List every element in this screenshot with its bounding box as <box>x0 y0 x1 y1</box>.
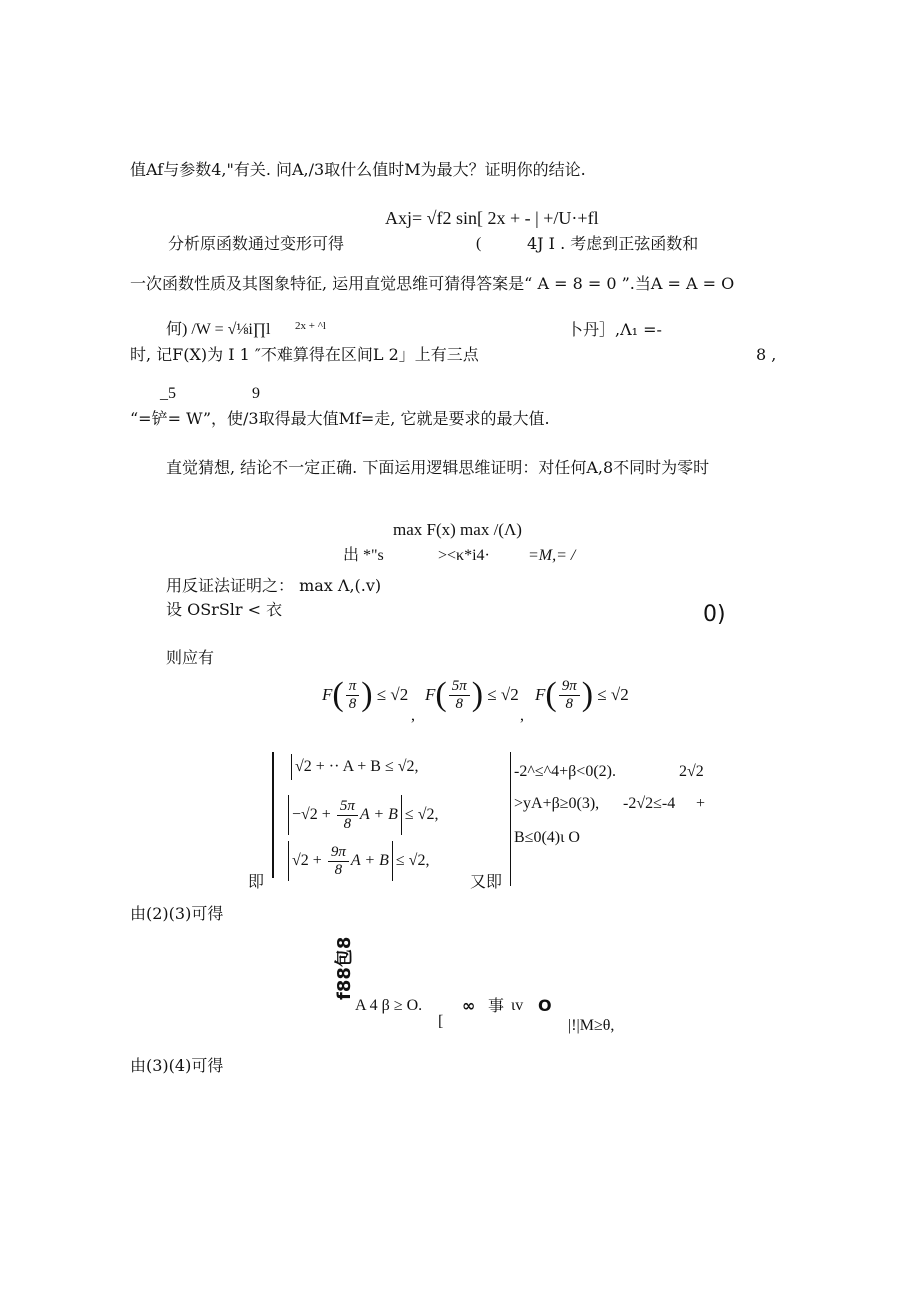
intuition-paragraph: 一次函数性质及其图象特征, 运用直觉思维可猜得答案是“ A = 8 = 0 ”.当A = A = O <box>130 274 735 293</box>
comma: , <box>520 707 524 724</box>
formula-superscript: 2x + ^l <box>295 320 326 332</box>
then-should-have: 则应有 <box>166 648 215 667</box>
formula-fragment: 何) /W = √⅛i∏l <box>166 321 271 338</box>
frac-den: 8 <box>565 695 573 712</box>
frac-num: 5π <box>449 678 470 696</box>
le-sqrt2: ≤ √2 <box>597 685 629 704</box>
formula-fragment-right: 卜丹］,Λ₁ =- <box>567 320 662 339</box>
inequality-row: F ( $\frac{5\pi}{8}$ ) ≤ √2 <box>425 676 519 713</box>
analysis-text: 分析原函数通过变形可得 <box>168 234 345 253</box>
system-row-2: −√2 + $\frac{5\pi}{8}$ A + B ≤ √2, <box>285 792 438 838</box>
result-f: |!|M≥θ, <box>568 1017 615 1034</box>
point-value: 8 , <box>756 345 777 364</box>
F-symbol: F <box>322 685 333 704</box>
rotated-fragment: f88包8 <box>334 936 355 1000</box>
transformed-formula: Axj= √f2 sin[ 2x + - | +/U·+fl <box>385 208 599 228</box>
result-d: ιv <box>511 997 524 1014</box>
max-subscript-c: =M,= / <box>528 547 576 564</box>
F-symbol: F <box>425 685 436 704</box>
equation-number: 0) <box>703 602 726 627</box>
right-row-1a: -2^≤^4+β<0(2). <box>514 763 616 780</box>
right-row-3: B≤0(4)ι O <box>514 829 580 846</box>
frac-num: π <box>346 678 360 696</box>
result-c: 事 <box>488 996 505 1015</box>
from-3-4: 由(3)(4)可得 <box>130 1056 224 1075</box>
frac-den: 8 <box>455 695 463 712</box>
analysis-paren: ( <box>476 235 482 252</box>
max-subscript-a: 出 *"s <box>343 547 384 564</box>
le-sqrt2: ≤ √2 <box>487 685 519 704</box>
result-e: O <box>538 996 552 1015</box>
from-2-3: 由(2)(3)可得 <box>130 904 224 923</box>
comma: , <box>411 707 415 724</box>
le-sqrt2: ≤ √2 <box>376 685 409 704</box>
suppose-line: 设 OSrSlr < 衣 <box>166 600 283 619</box>
inequality-row: F ( $\frac{9\pi}{8}$ ) ≤ √2 <box>535 676 629 713</box>
problem-statement: 值Af与参数4,"有关. 问A,/3取什么值时M为最大？证明你的结论. <box>130 160 586 179</box>
maximum-statement: “=铲= W”，使/3取得最大值Mf=走, 它就是要求的最大值. <box>130 409 550 428</box>
result-a: A 4 β ≥ O. <box>355 997 423 1014</box>
right-row-2b: -2√2≤-4 <box>623 795 676 812</box>
fraction-fragment-2: 9 <box>252 385 260 402</box>
label-namely: 即 <box>248 872 265 891</box>
result-sub: [ <box>438 1013 444 1030</box>
frac-den: 8 <box>348 695 357 712</box>
right-row-2a: >yA+β≥0(3), <box>514 795 600 812</box>
frac-num: 9π <box>559 678 580 696</box>
contradiction-line: 用反证法证明之： max Λ,(.v) <box>166 576 382 595</box>
result-b: ∞ <box>462 996 476 1015</box>
definition-text: 时, 记F(X)为 I 1 ″不难算得在区间L 2」上有三点 <box>130 345 479 364</box>
analysis-text-right: 4J I . 考虑到正弦函数和 <box>527 234 699 253</box>
max-subscript-b: ><κ*i4· <box>438 547 490 564</box>
right-row-2c: + <box>696 795 706 812</box>
system-brace <box>272 752 279 878</box>
fraction-fragment: _5 <box>160 385 176 402</box>
max-expression: max F(x) max /(Λ) <box>393 520 522 539</box>
proof-intro: 直觉猜想, 结论不一定正确. 下面运用逻辑思维证明：对任何A,8不同时为零时 <box>166 458 710 477</box>
inequality-row: F ( $\frac{\pi}{8}$ ) ≤ √2 <box>322 676 409 713</box>
label-also-namely: 又即 <box>470 872 503 891</box>
system-row-3: √2 + $\frac{9\pi}{8}$ A + B ≤ √2, <box>285 838 429 884</box>
F-symbol: F <box>535 685 546 704</box>
right-row-1b: 2√2 <box>679 763 704 780</box>
system-row-1: √2 + ·· A + B ≤ √2, <box>288 752 419 782</box>
